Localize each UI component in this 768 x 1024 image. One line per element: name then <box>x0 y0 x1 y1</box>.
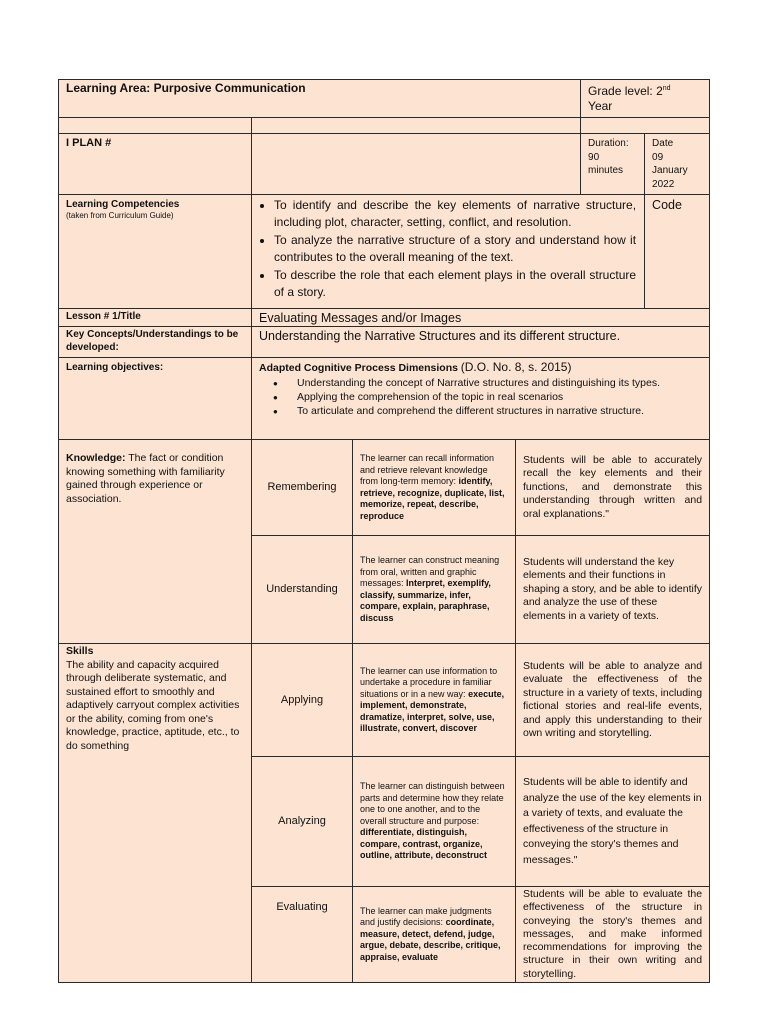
duration-unit: minutes <box>588 165 624 176</box>
outcome-remembering: Students will be able to accurately recall the key elements and their functions, and demonstrate this understanding through written and oral explanations." <box>516 440 710 536</box>
key-concepts-value: Understanding the Narrative Structures and its different structure. <box>252 327 710 358</box>
outcome-understanding: Students will understand the key elements and their functions in shaping a story, and be able to identify and analyze the use of these elements in a variety of texts. <box>516 536 710 644</box>
spacer-row <box>59 118 710 134</box>
objectives-heading <box>259 361 702 375</box>
spacer-cell <box>581 118 710 134</box>
objectives-cell <box>252 358 710 440</box>
outcome-analyzing: Students will be able to identify and analyze the use of the key elements in a variety of texts, and evaluate the effectiveness of the structure in conveying the story's themes and messages." <box>516 757 710 887</box>
level-remembering: Remembering <box>252 440 353 536</box>
key-concepts-label: Key Concepts/Understandings to be developed: <box>59 327 252 358</box>
competencies-label-cell <box>59 195 252 309</box>
verbs-list: differentiate, distinguish, compare, contrast, organize, outline, attribute, deconstruct <box>360 827 488 861</box>
verbs-list: coordinate, measure, detect, defend, judge, argue, debate, describe, critique, appraise, evaluate <box>360 917 501 962</box>
key-concepts-row <box>59 327 710 358</box>
knowledge-title: Knowledge: <box>66 452 126 464</box>
verbs-applying <box>353 644 516 757</box>
verbs-intro: The learner can distinguish between parts and determine how they relate one to one another, and to the overall structure and purpose: <box>360 781 505 826</box>
lesson-plan-table <box>58 79 710 983</box>
knowledge-description: The fact or condition knowing something with familiarity gained through experience or association. <box>66 452 225 505</box>
header-row <box>59 80 710 118</box>
verbs-analyzing <box>353 757 516 887</box>
grade-level-suffix: Year <box>588 99 613 113</box>
objectives-label: Learning objectives: <box>59 358 252 440</box>
grade-level-prefix: Grade level: 2 <box>588 84 663 98</box>
competency-item: • To identify and describe the key elements of narrative structure, including plot, character, setting, conflict, and resolution. <box>274 197 636 231</box>
verbs-list: execute, implement, demonstrate, dramatize, interpret, solve, use, illustrate, convert, discover <box>360 688 505 733</box>
skills-row-applying <box>59 644 710 757</box>
competency-item: • To analyze the narrative structure of a story and understand how it contributes to the overall meaning of the text. <box>274 232 636 266</box>
competencies-row <box>59 195 710 309</box>
lesson-plan-sheet <box>58 79 709 983</box>
competencies-list <box>258 197 636 301</box>
verbs-evaluating <box>353 887 516 983</box>
skills-domain-cell <box>59 644 252 983</box>
duration-cell <box>581 134 645 195</box>
verbs-intro: The learner can construct meaning from oral, written and graphic messages: <box>360 555 500 588</box>
competencies-label: Learning Competencies <box>66 199 180 210</box>
competency-item: • To describe the role that each element plays in the overall structure of a story. <box>274 267 636 301</box>
plan-row <box>59 134 710 195</box>
grade-level-sup: nd <box>662 85 671 92</box>
verbs-list: Interpret, exemplify, classify, summarize, infer, compare, explain, paraphrase, discuss <box>360 578 491 623</box>
grade-level <box>581 80 710 118</box>
objectives-row <box>59 358 710 440</box>
skills-description: The ability and capacity acquired through deliberate systematic, and sustained effort to smoothly and adaptively carryout complex activities or the ability, coming from one's knowledge, practice, aptitude, etc., to do something <box>66 658 240 752</box>
verbs-list: identify, retrieve, recognize, duplicate, list, memorize, repeat, describe, reproduce <box>360 476 505 521</box>
lesson-row <box>59 309 710 327</box>
spacer-cell <box>59 118 252 134</box>
date-cell <box>645 134 710 195</box>
learning-area: Learning Area: Purposive Communication <box>59 80 581 118</box>
objectives-heading-ref: (D.O. No. 8, s. 2015) <box>460 360 572 374</box>
date-day: 09 <box>652 151 664 163</box>
code-cell: Code <box>645 195 710 309</box>
verbs-intro: The learner can recall information and retrieve relevant knowledge from long-term memory: <box>360 453 495 486</box>
outcome-evaluating: Students will be able to evaluate the effectiveness of the structure in conveying the story's themes and messages, and make informed recommendations for improving the structure in their own writing and storytelling. <box>516 887 710 983</box>
plan-blank <box>252 134 581 195</box>
objective-item: ● Understanding the concept of Narrative structures and distinguishing its types. <box>297 377 702 390</box>
level-evaluating: Evaluating <box>252 887 353 983</box>
skills-title: Skills <box>66 645 94 657</box>
verbs-understanding <box>353 536 516 644</box>
verbs-intro: The learner can use information to undertake a procedure in familiar situations or in a new way: <box>360 665 498 699</box>
knowledge-domain-cell <box>59 440 252 644</box>
objective-item: ● Applying the comprehension of the topic in real scenarios <box>297 391 702 404</box>
level-understanding: Understanding <box>252 536 353 644</box>
duration-label: Duration: <box>588 138 629 149</box>
outcome-applying: Students will be able to analyze and evaluate the effectiveness of the structure in a variety of texts, including fictional stories and real-life events, and apply this understanding to their own writing and storytelling. <box>516 644 710 757</box>
date-month: January <box>652 165 688 176</box>
competencies-note: (taken from Curriculum Guide) <box>66 211 174 220</box>
objective-item: ● To articulate and comprehend the different structures in narrative structure. <box>297 405 702 418</box>
level-applying: Applying <box>252 644 353 757</box>
lesson-label: Lesson # 1/Title <box>59 309 252 327</box>
competencies-list-cell <box>252 195 645 309</box>
level-analyzing: Analyzing <box>252 757 353 887</box>
objectives-heading-title: Adapted Cognitive Process Dimensions <box>259 362 458 374</box>
plan-label: I PLAN # <box>59 134 252 195</box>
date-year: 2022 <box>652 178 675 190</box>
knowledge-row-remembering <box>59 440 710 536</box>
objectives-list <box>259 377 702 418</box>
date-label: Date <box>652 138 674 149</box>
verbs-intro: The learner can make judgments and justify decisions: <box>360 905 492 928</box>
duration-value: 90 <box>588 151 600 163</box>
lesson-title: Evaluating Messages and/or Images <box>252 309 710 327</box>
verbs-remembering <box>353 440 516 536</box>
spacer-cell <box>252 118 581 134</box>
